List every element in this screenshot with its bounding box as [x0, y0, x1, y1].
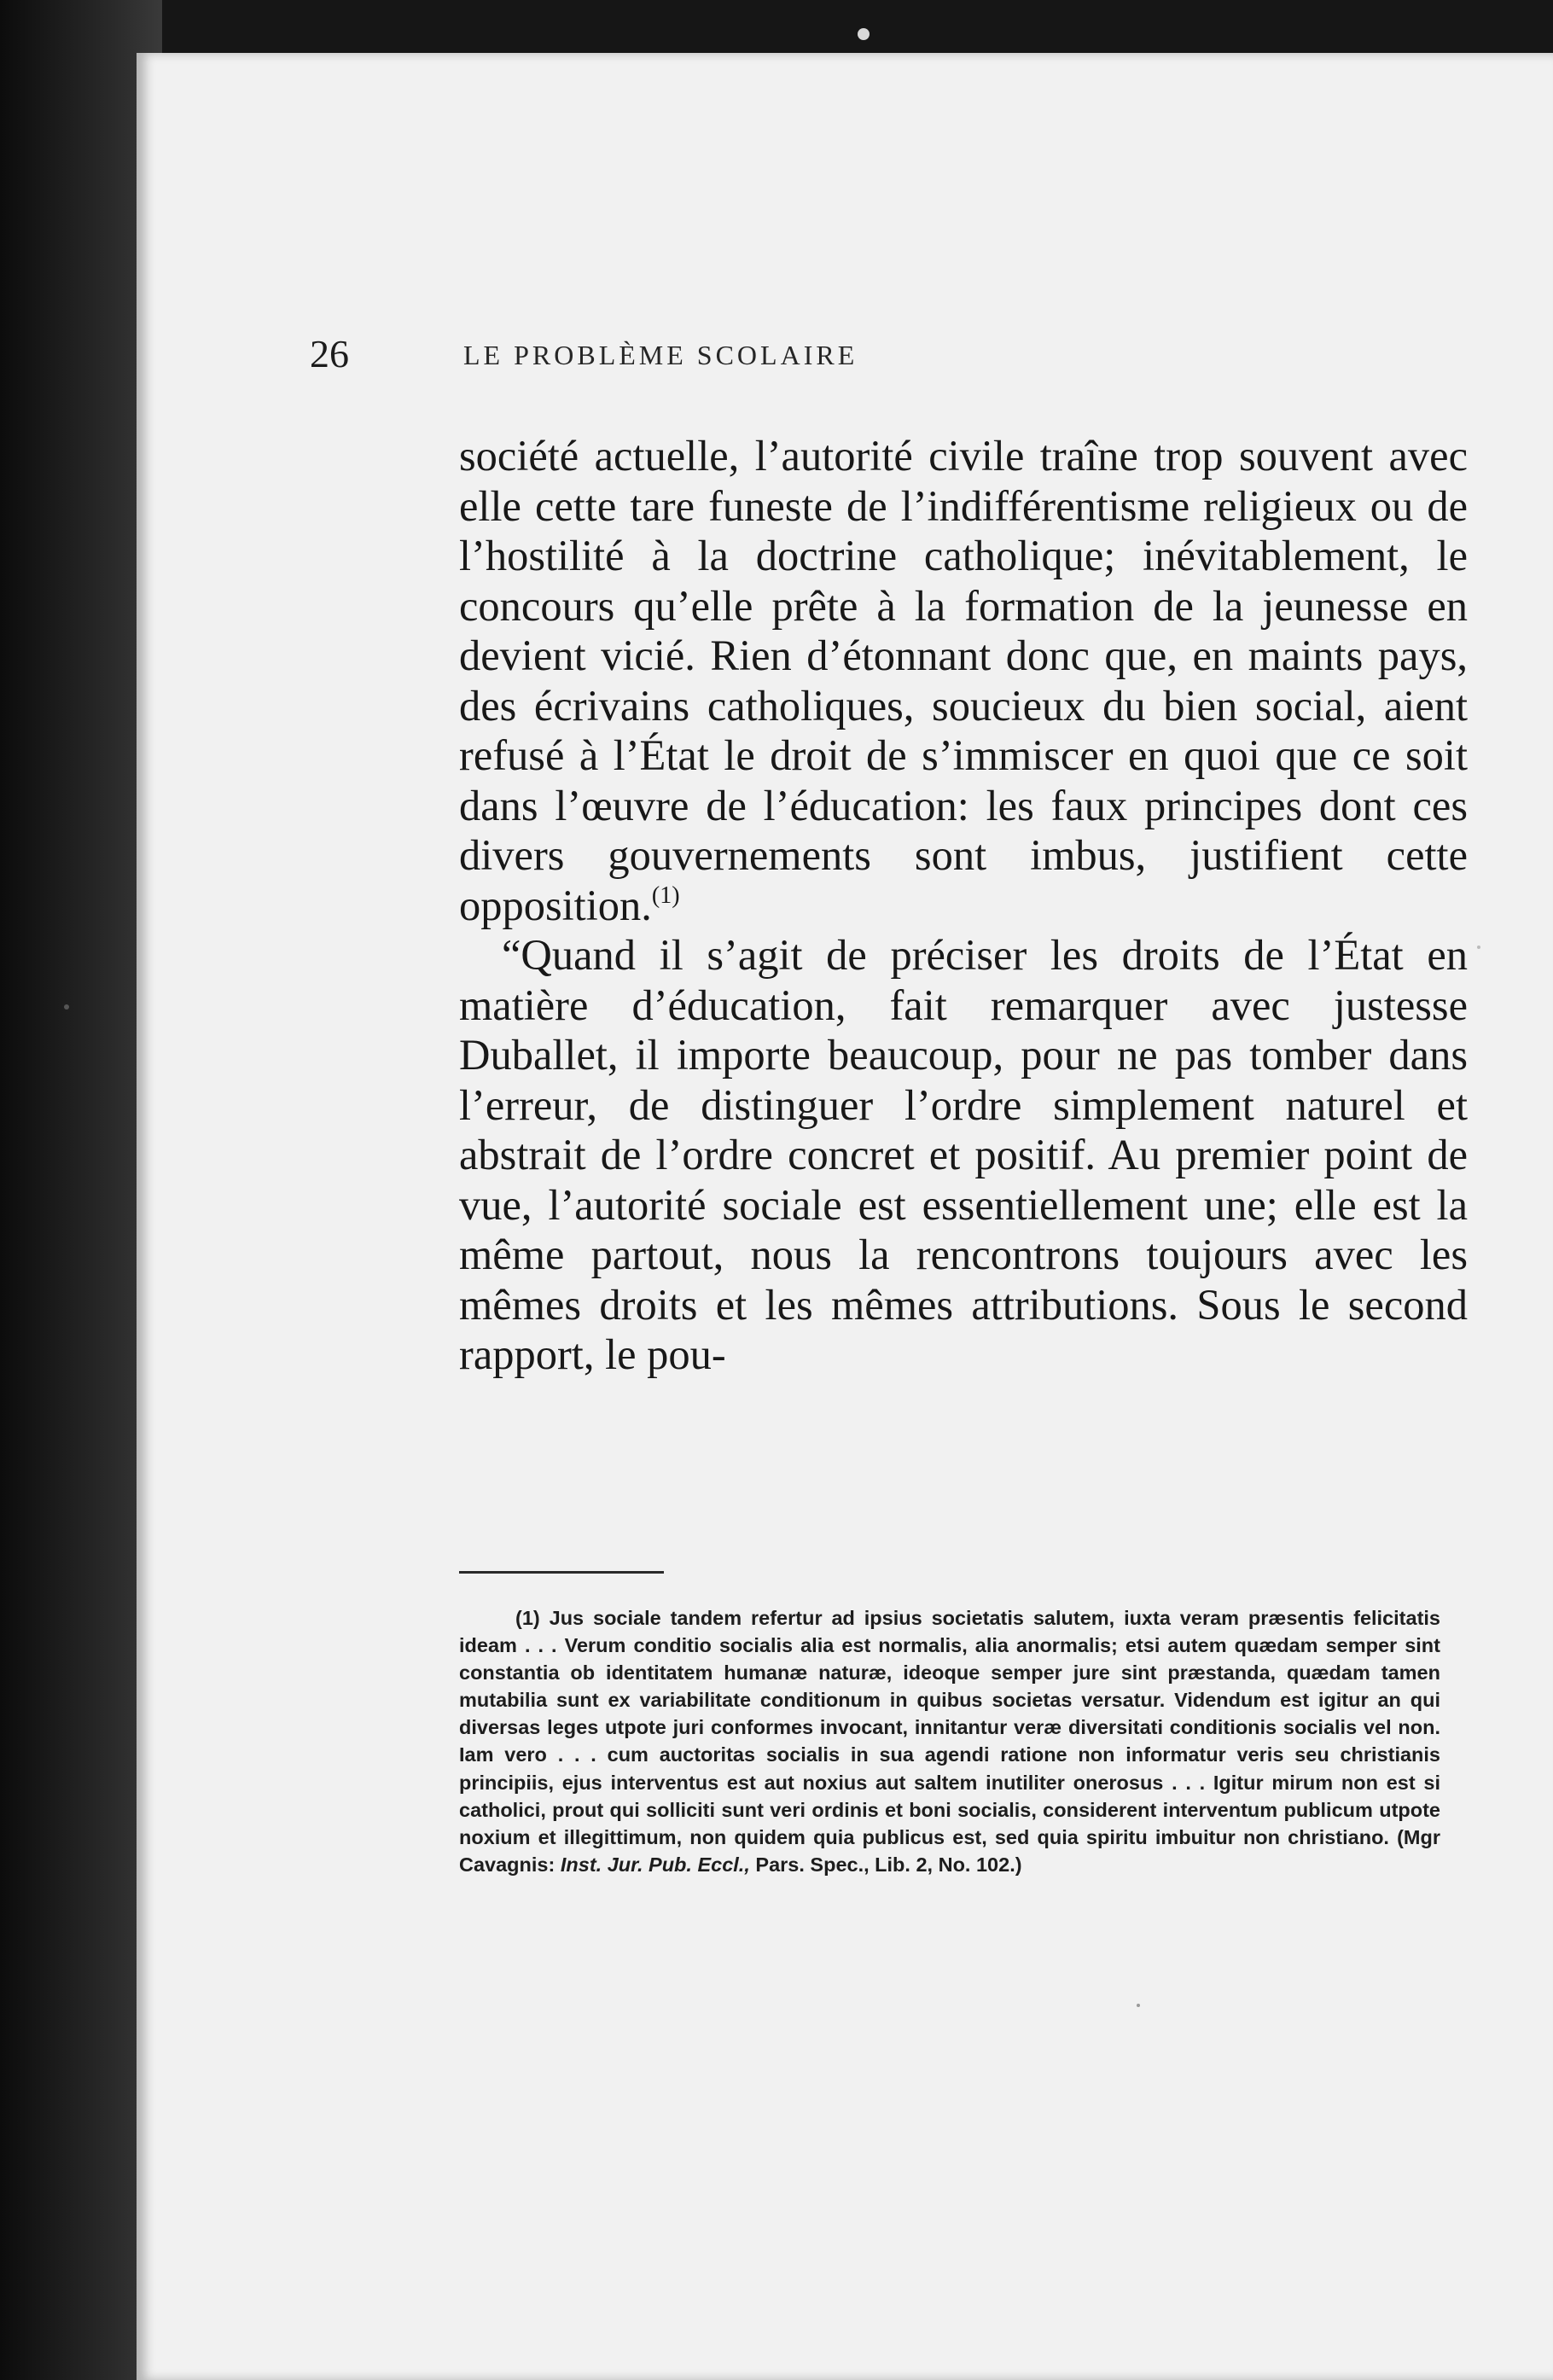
footnote-citation-work: Inst. Jur. Pub. Eccl., — [560, 1853, 750, 1876]
paragraph-text: société actuelle, l’autorité civile traîne trop souvent avec elle cette tare funeste de l’indifférentisme religieux ou de l’hostilité à la doctrine catholique; inévitablement, le concours qu’elle prête à la formation de la jeunesse en devient vicié. Rien d’étonnant donc que, en maints pays, des écrivains catholiques, soucieux du bien social, aient refusé à l’État le droit de s’immiscer en quoi que ce soit dans l’œuvre de l’éducation: les faux principes dont ces divers gouvernements sont imbus, justifient cette opposition. — [459, 432, 1468, 929]
page-header — [310, 331, 1214, 382]
footnote-marker: (1) — [515, 1607, 540, 1629]
footnote-divider — [459, 1571, 664, 1574]
running-title: LE PROBLÈME SCOLAIRE — [463, 340, 858, 370]
paragraph — [459, 930, 1468, 1380]
footnote-text: Jus sociale tandem refertur ad ipsius societatis salutem, iuxta veram præsentis felicitatis ideam . . . Verum conditio socialis alia est normalis, alia anormalis; etsi autem quædam semper sint constantia ob identitatem humanæ naturæ, ideoque semper jure sint præstanda, quædam tamen mutabilia sunt ex variabilitate conditionum in quibus societas versatur. Videndum est igitur an qui diversas leges utpote juri conformes invocant, innitantur veræ diversitati conditionis socialis vel non. Iam vero . . . cum auctoritas socialis in sua agendi ratione non informatur veris seu christianis principiis, ejus interventus est aut noxius aut saltem inutiliter onerosus . . . Igitur mirum non est si catholici, prout qui solliciti sunt veri ordinis et boni socialis, considerent interventum publicum utpote noxium et illegittimum, non quidem quia publicus est, sed quia spiritu imbuitur non christiano. — [459, 1607, 1441, 1848]
footnote-reference: (1) — [651, 882, 680, 909]
footnote — [459, 1604, 1440, 1878]
page-number: 26 — [310, 332, 349, 375]
body-text — [459, 431, 1468, 1380]
paragraph-text: “Quand il s’agit de préciser les droits de l’État en matière d’éducation, fait remarquer avec justesse Duballet, il importe beaucoup, pour ne pas tomber dans l’erreur, de distinguer l’ordre simplement naturel et abstrait de l’ordre concret et positif. Au premier point de vue, l’autorité sociale est essentiellement une; elle est la même partout, nous la rencontrons toujours avec les mêmes droits et les mêmes attributions. Sous le second rapport, le pou- — [459, 931, 1468, 1378]
footnote-citation-prefix: (Mgr Cavagnis: — [459, 1825, 1440, 1876]
footnote-citation-suffix: Pars. Spec., Lib. 2, No. 102.) — [755, 1853, 1022, 1876]
paragraph — [459, 431, 1468, 930]
